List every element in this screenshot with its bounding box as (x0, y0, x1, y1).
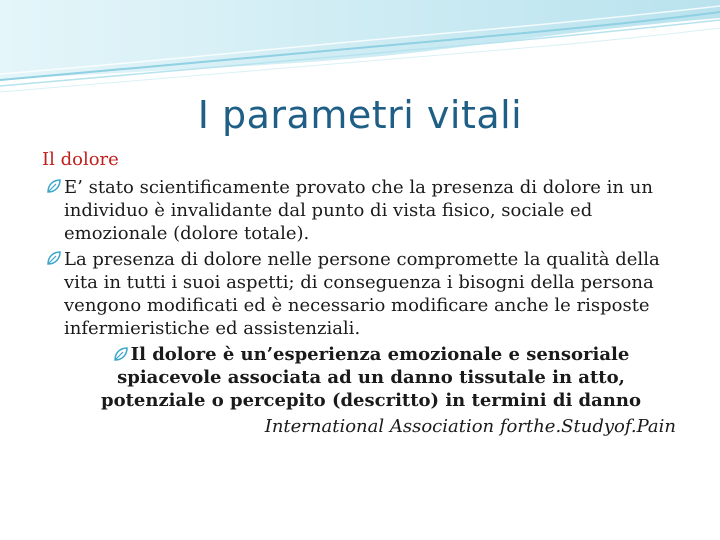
bullet-item (42, 248, 692, 340)
definition-bullet (66, 343, 676, 412)
definition-text: Il dolore è un’esperienza emozionale e sensoriale spiacevole associata ad un danno tissutale in atto, potenziale o percepito (descritto) in termini di danno (101, 344, 641, 411)
leaf-bullet-icon (113, 346, 129, 362)
bullet-text: E’ stato scientificamente provato che la presenza di dolore in un individuo è invalidante dal punto di vista fisico, sociale ed emozionale (dolore totale). (64, 177, 653, 244)
subheading: Il dolore (42, 149, 119, 170)
slide-title: I parametri vitali (197, 93, 523, 137)
bullet-text: La presenza di dolore nelle persone compromette la qualità della vita in tutti i suoi aspetti; di conseguenza i bisogni della persona vengono modificati ed è necessario modificare anche le risposte infermieristiche ed assistenziali. (64, 249, 660, 339)
source-citation: International Association forthe.Studyof.Pain (264, 416, 676, 437)
header-wave-decoration (0, 0, 720, 95)
leaf-bullet-icon (46, 250, 62, 266)
slide-content (42, 148, 692, 438)
leaf-bullet-icon (46, 178, 62, 194)
bullet-item (42, 176, 692, 245)
